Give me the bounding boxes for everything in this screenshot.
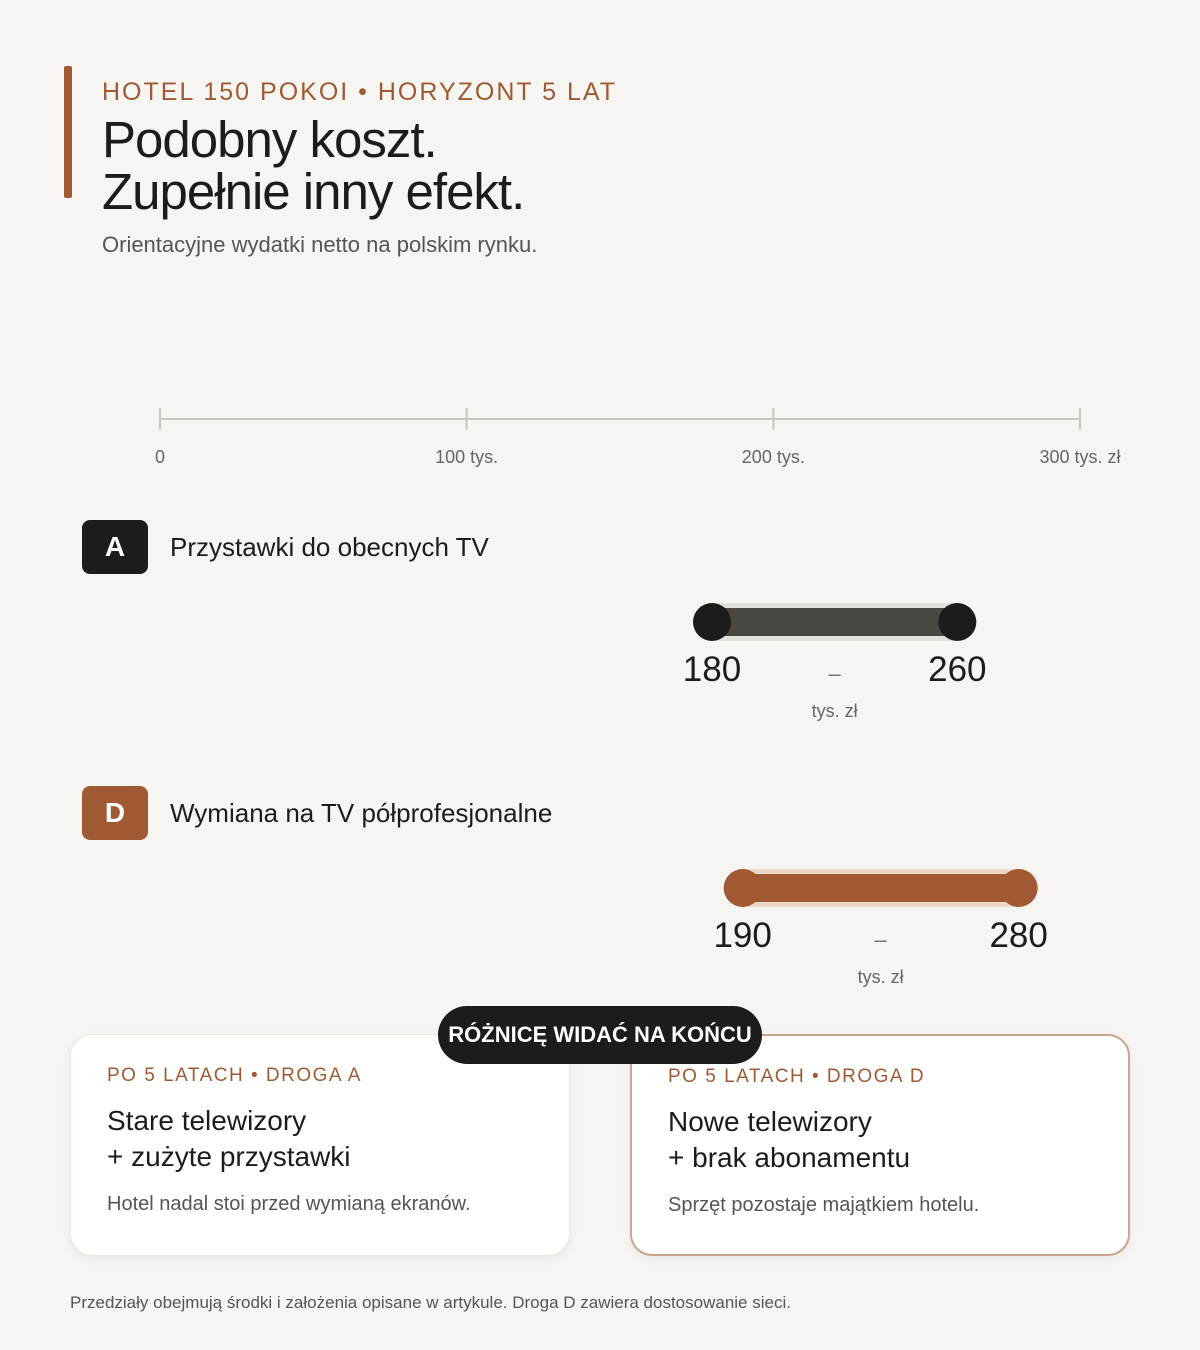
title-line-2: Zupełnie inny efekt. bbox=[102, 163, 525, 220]
range-high-dot bbox=[938, 603, 976, 641]
range-separator: – bbox=[874, 927, 887, 952]
range-bar bbox=[743, 874, 1019, 902]
card-d-title-line-2: + brak abonamentu bbox=[668, 1142, 911, 1173]
range-unit-label: tys. zł bbox=[811, 701, 858, 721]
row-label-a bbox=[82, 520, 489, 574]
title-line-1: Podobny koszt. bbox=[102, 111, 437, 168]
range-high-label: 280 bbox=[989, 916, 1048, 955]
footnote: Przedziały obejmują środki i założenia opisane w artykule. Droga D zawiera dostosowanie sieci. bbox=[70, 1293, 791, 1312]
card-d-desc: Sprzęt pozostaje majątkiem hotelu. bbox=[668, 1194, 980, 1216]
tick-label: 300 tys. zł bbox=[1039, 447, 1121, 467]
header-kicker: HOTEL 150 POKOI • HORYZONT 5 LAT bbox=[102, 78, 618, 106]
range-low-label: 190 bbox=[713, 916, 772, 955]
range-unit-label: tys. zł bbox=[857, 967, 904, 987]
badge-a: A bbox=[82, 520, 148, 574]
card-a-title-line-2: + zużyte przystawki bbox=[107, 1141, 351, 1172]
range-low-label: 180 bbox=[682, 650, 742, 689]
card-a-desc: Hotel nadal stoi przed wymianą ekranów. bbox=[107, 1193, 471, 1215]
card-a-kicker: PO 5 LATACH • DROGA A bbox=[107, 1065, 362, 1086]
series-name-a: Przystawki do obecnych TV bbox=[170, 531, 489, 562]
row-label-d bbox=[82, 786, 552, 840]
card-d-title-line-1: Nowe telewizory bbox=[668, 1106, 872, 1137]
range-low-dot bbox=[724, 869, 762, 907]
callout-pill: RÓŻNICĘ WIDAĆ NA KOŃCU bbox=[438, 1006, 762, 1064]
card-d-title bbox=[668, 1104, 1092, 1176]
range-separator: – bbox=[828, 661, 841, 686]
range-high-dot bbox=[1000, 869, 1038, 907]
card-a-title-line-1: Stare telewizory bbox=[107, 1105, 307, 1136]
series-name-d: Wymiana na TV półprofesjonalne bbox=[170, 797, 553, 828]
card-path-d bbox=[630, 1034, 1130, 1256]
range-high-label: 260 bbox=[928, 650, 987, 689]
badge-d: D bbox=[82, 786, 148, 840]
card-path-a bbox=[70, 1034, 570, 1256]
card-d-kicker: PO 5 LATACH • DROGA D bbox=[668, 1066, 926, 1087]
tick-label: 100 tys. bbox=[435, 447, 499, 467]
card-a-title bbox=[107, 1103, 533, 1175]
page-subtitle: Orientacyjne wydatki netto na polskim rynku. bbox=[102, 232, 538, 257]
tick-label: 0 bbox=[154, 447, 166, 467]
tick-label: 200 tys. bbox=[741, 447, 805, 467]
range-bar bbox=[712, 608, 957, 636]
range-low-dot bbox=[693, 603, 731, 641]
